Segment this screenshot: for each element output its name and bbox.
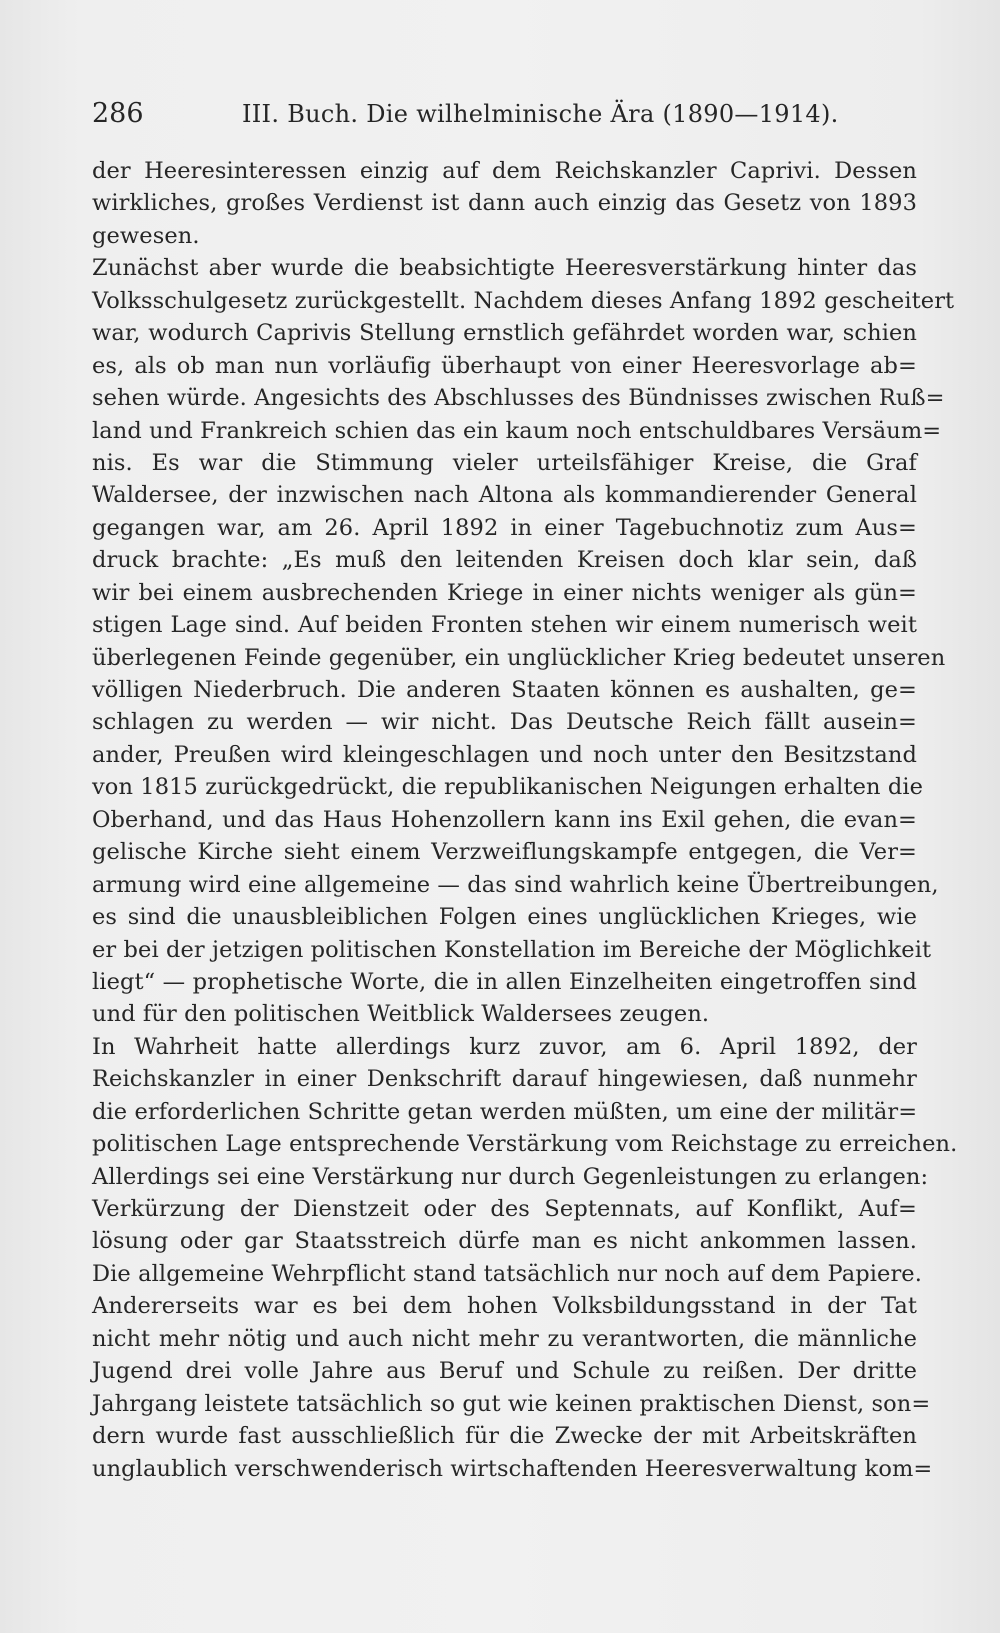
text-line: politischen Lage entsprechende Verstärkung vom Reichstage zu erreichen. [92, 1131, 958, 1158]
text-line: ander, Preußen wird kleingeschlagen und noch unter den Besitzstand [92, 741, 917, 768]
text-line: Allerdings sei eine Verstärkung nur durch Gegenleistungen zu erlangen: [92, 1163, 929, 1190]
text-line: gelische Kirche sieht einem Verzweiflungskampfe entgegen, die Ver= [92, 839, 917, 866]
text-line: gewesen. [92, 222, 200, 249]
text-line: völligen Niederbruch. Die anderen Staaten können es aushalten, ge= [92, 677, 917, 703]
text-line: von 1815 zurückgedrückt, die republikanischen Neigungen erhalten die [92, 774, 924, 801]
text-line: gegangen war, am 26. April 1892 in einer Tagebuchnotiz zum Aus= [92, 514, 917, 541]
text-line: unglaublich verschwenderisch wirtschaftenden Heeresverwaltung kom= [92, 1455, 933, 1482]
text-line: überlegenen Feinde gegenüber, ein unglücklicher Krieg bedeutet unseren [92, 644, 946, 671]
text-line: sehen würde. Angesichts des Abschlusses des Bündnisses zwischen Ruß= [92, 385, 945, 412]
text-line: Verkürzung der Dienstzeit oder des Septennats, auf Konflikt, Auf= [92, 1196, 917, 1222]
text-line: wirkliches, großes Verdienst ist dann auch einzig das Gesetz von 1893 [92, 190, 917, 217]
text-line: stigen Lage sind. Auf beiden Fronten stehen wir einem numerisch weit [92, 612, 917, 639]
text-line: land und Frankreich schien das ein kaum noch entschuldbares Versäum= [92, 417, 942, 444]
text-line: Zunächst aber wurde die beabsichtigte Heeresverstärkung hinter das [92, 255, 917, 282]
text-line: Reichskanzler in einer Denkschrift darauf hingewiesen, daß nunmehr [92, 1066, 917, 1093]
text-line: Waldersee, der inzwischen nach Altona als kommandierender General [92, 482, 917, 509]
text-line: dern wurde fast ausschließlich für die Zwecke der mit Arbeitskräften [92, 1423, 917, 1450]
text-line: druck brachte: „Es muß den leitenden Kreisen doch klar sein, daß [92, 547, 917, 574]
page-header [92, 98, 917, 138]
text-line: er bei der jetzigen politischen Konstellation im Bereiche der Möglichkeit [92, 936, 932, 963]
text-line: nicht mehr nötig und auch nicht mehr zu verantworten, die männliche [92, 1325, 917, 1352]
text-line: war, wodurch Caprivis Stellung ernstlich gefährdet worden war, schien [92, 320, 917, 347]
text-line: Jahrgang leistete tatsächlich so gut wie keinen praktischen Dienst, son= [92, 1390, 931, 1417]
text-line: schlagen zu werden — wir nicht. Das Deutsche Reich fällt ausein= [92, 709, 917, 736]
text-line: liegt“ — prophetische Worte, die in allen Einzelheiten eingetroffen sind [92, 968, 917, 995]
text-line: und für den politischen Weitblick Waldersees zeugen. [92, 1001, 710, 1028]
text-line: Volksschulgesetz zurückgestellt. Nachdem dieses Anfang 1892 gescheitert [92, 287, 955, 314]
running-title: III. Buch. Die wilhelminische Ära (1890—1914). [242, 100, 839, 128]
text-line: Oberhand, und das Haus Hohenzollern kann ins Exil gehen, die evan= [92, 806, 917, 833]
text-line: Die allgemeine Wehrpflicht stand tatsächlich nur noch auf dem Papiere. [92, 1260, 922, 1287]
text-line: Andererseits war es bei dem hohen Volksbildungsstand in der Tat [92, 1293, 917, 1320]
text-line: Jugend drei volle Jahre aus Beruf und Schule zu reißen. Der dritte [92, 1358, 917, 1385]
text-line: In Wahrheit hatte allerdings kurz zuvor, am 6. April 1892, der [92, 1033, 917, 1060]
text-line: armung wird eine allgemeine — das sind wahrlich keine Übertreibungen, [92, 871, 939, 898]
text-line: der Heeresinteressen einzig auf dem Reichskanzler Caprivi. Dessen [92, 158, 917, 184]
text-line: nis. Es war die Stimmung vieler urteilsfähiger Kreise, die Graf [92, 449, 917, 476]
text-line: wir bei einem ausbrechenden Kriege in einer nichts weniger als gün= [92, 579, 917, 606]
text-line: lösung oder gar Staatsstreich dürfe man es nicht ankommen lassen. [92, 1228, 917, 1255]
page-number: 286 [92, 98, 144, 129]
text-line: es sind die unausbleiblichen Folgen eines unglücklichen Krieges, wie [92, 904, 917, 931]
body-text [92, 155, 958, 1485]
text-line: die erforderlichen Schritte getan werden müßten, um eine der militär= [92, 1098, 918, 1125]
text-line: es, als ob man nun vorläufig überhaupt von einer Heeresvorlage ab= [92, 352, 917, 379]
